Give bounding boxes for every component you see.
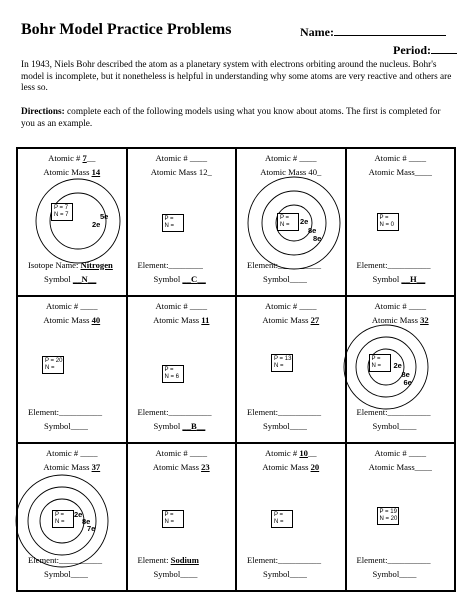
element-name-field[interactable] <box>138 555 199 566</box>
atom-card <box>236 443 346 591</box>
atomic-mass-label: Atomic Mass <box>262 314 311 325</box>
atomic-number-label: Atomic # ____ <box>374 448 427 459</box>
element-name-label: Element:__________ <box>247 555 321 565</box>
symbol-label: Symbol____ <box>263 569 307 579</box>
electron-shells <box>347 297 457 410</box>
electron-count: 8e <box>82 517 91 527</box>
protons: P = <box>371 355 381 362</box>
directions-label: Directions: <box>21 107 65 117</box>
atomic-number-label: Atomic # ____ <box>155 153 208 163</box>
nucleus-box <box>277 213 299 231</box>
neutrons: N = <box>55 519 65 526</box>
electron-count: 8e <box>313 234 322 243</box>
atomic-mass-label: Atomic Mass <box>43 462 92 473</box>
bohr-model-grid <box>16 147 456 592</box>
electron-count: 2e <box>92 220 101 229</box>
atomic-mass-label: Atomic Mass <box>43 167 92 177</box>
symbol-value: __H__ <box>401 273 426 284</box>
element-name-label: Element:__________ <box>137 407 212 418</box>
electron-count: 8e <box>401 369 410 379</box>
symbol-label: Symbol____ <box>44 421 88 432</box>
atomic-number-label: Atomic # <box>48 153 83 163</box>
symbol-field[interactable] <box>44 274 96 285</box>
atomic-number-label: Atomic # ____ <box>374 153 427 163</box>
element-name-field[interactable] <box>247 260 321 271</box>
atomic-number-value: 10 <box>299 448 308 459</box>
element-name-label: Element: <box>137 555 171 565</box>
atom-card <box>17 296 127 444</box>
neutrons: N = <box>274 362 284 369</box>
element-name-label: Element:__________ <box>28 555 102 565</box>
atom-card <box>17 443 127 591</box>
neutrons: N = <box>274 519 284 526</box>
symbol-field[interactable] <box>373 421 417 432</box>
atomic-number <box>18 301 126 312</box>
protons: P = <box>55 512 65 519</box>
symbol-label: Symbol <box>44 273 73 284</box>
symbol-label: Symbol <box>372 273 402 284</box>
nucleus-box <box>42 356 64 374</box>
atomic-mass <box>18 315 126 326</box>
atomic-mass <box>128 462 236 473</box>
nucleus-box <box>377 507 399 525</box>
atomic-mass-value: 20 <box>310 462 320 473</box>
electron-count: 7e <box>87 524 96 534</box>
nucleus-box <box>51 203 73 221</box>
protons: P = 19 <box>379 509 397 516</box>
atomic-mass <box>128 167 236 178</box>
atomic-mass-value: 32 <box>420 314 429 325</box>
atom-card <box>127 443 237 591</box>
element-name-field[interactable] <box>357 555 431 566</box>
atomic-mass <box>128 315 236 326</box>
atomic-number-label: Atomic # ____ <box>155 448 208 459</box>
symbol-label: Symbol____ <box>372 569 417 579</box>
element-name-value: Sodium <box>170 555 199 565</box>
electron-count: 2e <box>74 510 83 520</box>
symbol-field[interactable] <box>263 421 307 432</box>
symbol-label: Symbol____ <box>372 421 417 432</box>
element-name-field[interactable] <box>357 260 431 271</box>
name-label: Name: <box>300 25 334 39</box>
element-name-field[interactable] <box>357 407 431 418</box>
electron-count: 6e <box>403 377 412 387</box>
electron-shells <box>237 149 347 262</box>
protons: P = <box>379 215 389 221</box>
element-name-field[interactable] <box>247 407 321 418</box>
element-name-label: Element:__________ <box>247 407 321 418</box>
period-field[interactable] <box>393 41 457 58</box>
atomic-mass <box>347 462 455 473</box>
symbol-value: __N__ <box>72 273 97 284</box>
electron-shells <box>18 444 128 557</box>
neutrons: N = 0 <box>379 222 395 228</box>
element-name-label: Element:__________ <box>356 259 431 270</box>
element-name-label: Isotope Name: <box>28 259 81 270</box>
symbol-field[interactable] <box>44 421 88 432</box>
protons: P = <box>164 512 174 519</box>
atomic-mass-label: Atomic Mass____ <box>368 462 432 473</box>
period-label: Period: <box>393 43 431 57</box>
element-name-label: Element:__________ <box>356 555 431 565</box>
neutrons: N = <box>371 362 382 369</box>
symbol-field[interactable] <box>44 569 88 580</box>
atomic-number: Atomic # 7__ <box>48 153 96 163</box>
electron-count: 8e <box>308 226 317 235</box>
neutrons: N = 6 <box>164 373 180 380</box>
name-blank[interactable] <box>334 23 446 36</box>
atomic-mass-label: Atomic Mass____ <box>368 167 432 177</box>
symbol-field[interactable] <box>154 569 198 580</box>
atom-card <box>346 148 456 296</box>
atom-card <box>127 296 237 444</box>
electron-count: 2e <box>393 360 402 370</box>
atomic-number-label: Atomic # <box>264 448 300 459</box>
atomic-number-label: Atomic # ____ <box>45 300 98 311</box>
atom-card <box>236 296 346 444</box>
neutrons: N = <box>280 222 290 228</box>
element-name-field[interactable] <box>28 555 102 566</box>
element-name-label: Element:__________ <box>247 259 321 270</box>
atomic-mass-label: Atomic Mass <box>371 314 421 325</box>
atomic-mass-label: Atomic Mass 12_ <box>150 167 212 177</box>
protons: P = <box>164 366 174 373</box>
atom-card <box>346 443 456 591</box>
atomic-number-label: Atomic # ____ <box>374 300 427 311</box>
atomic-mass-value: 14 <box>91 167 101 177</box>
atomic-mass <box>237 315 345 326</box>
protons: P = <box>164 216 174 222</box>
neutrons: N = 7 <box>54 212 69 218</box>
protons: P = 20 <box>45 357 63 364</box>
neutrons: N = 20 <box>379 516 398 523</box>
element-name-field[interactable] <box>28 407 102 418</box>
atomic-number <box>128 153 236 164</box>
atomic-number-value: 7 <box>82 153 87 163</box>
element-name-field[interactable] <box>138 260 203 271</box>
symbol-value: __C__ <box>182 273 206 284</box>
element-name-field[interactable] <box>138 407 212 418</box>
atomic-number <box>128 448 236 459</box>
intro-paragraph: In 1943, Niels Bohr described the atom as a planetary system with electrons orbiting around the nucleus. Bohr's model is incomplete, but it nonetheless is helpful in understanding why some atoms are very reactive and others are less so. <box>21 60 452 93</box>
symbol-label: Symbol____ <box>44 569 88 579</box>
protons: P = 13 <box>274 355 292 362</box>
nucleus-box <box>162 510 184 528</box>
atom-card <box>127 148 237 296</box>
symbol-label: Symbol <box>153 273 183 284</box>
page-title: Bohr Model Practice Problems <box>21 21 232 38</box>
nucleus-box <box>162 365 184 383</box>
symbol-field[interactable] <box>263 569 307 580</box>
symbol-label: Symbol____ <box>263 421 307 432</box>
atomic-number-label: Atomic # ____ <box>264 153 317 163</box>
atom-card <box>236 148 346 296</box>
symbol-field[interactable] <box>154 421 206 432</box>
atomic-mass-label: Atomic Mass 40_ <box>260 167 322 177</box>
neutrons: N = <box>45 364 55 371</box>
atomic-mass-label: Atomic Mass <box>43 314 92 325</box>
protons: P = <box>280 215 290 221</box>
neutrons: N = <box>164 519 175 526</box>
atomic-number-label: Atomic # ____ <box>264 300 317 311</box>
electron-count: 2e <box>300 217 309 226</box>
symbol-field[interactable] <box>373 274 426 285</box>
nucleus-box <box>377 213 399 231</box>
nucleus-box <box>271 510 293 528</box>
element-name-value: Nitrogen <box>80 259 113 270</box>
atomic-mass-value: 11 <box>201 314 210 325</box>
neutrons: N = <box>164 223 175 229</box>
symbol-label: Symbol____ <box>153 569 198 579</box>
atomic-mass-value: 27 <box>310 314 320 325</box>
name-field[interactable] <box>300 23 446 40</box>
atomic-number <box>347 448 455 459</box>
symbol-field[interactable] <box>263 274 307 285</box>
atomic-mass-value: 37 <box>91 462 101 473</box>
nucleus-box <box>162 214 184 232</box>
element-name-field[interactable] <box>247 555 321 566</box>
element-name-label: Element:________ <box>137 259 203 270</box>
atomic-number <box>237 301 345 312</box>
period-blank[interactable] <box>431 41 457 54</box>
atomic-mass <box>347 167 455 178</box>
atomic-mass-label: Atomic Mass <box>152 462 202 473</box>
atomic-mass-value: 23 <box>201 462 210 473</box>
atomic-mass-label: Atomic Mass <box>262 462 311 473</box>
electron-count: 5e <box>100 212 109 221</box>
element-name-field[interactable] <box>28 260 113 271</box>
atom-card <box>346 296 456 444</box>
atom-card <box>17 148 127 296</box>
atomic-number-label: Atomic # ____ <box>155 300 208 311</box>
nucleus-box <box>52 510 74 528</box>
directions-text: complete each of the following models using what you know about atoms. The first is completed for you as an example. <box>21 107 441 129</box>
symbol-label: Symbol____ <box>263 273 307 284</box>
atomic-number-label: Atomic # ____ <box>45 448 98 459</box>
nucleus-box <box>271 354 293 372</box>
element-name-label: Element:__________ <box>356 407 431 418</box>
protons: P = <box>274 512 284 519</box>
atomic-mass-label: Atomic Mass <box>153 314 202 325</box>
symbol-label: Symbol <box>153 421 183 432</box>
directions-paragraph <box>21 107 453 130</box>
atomic-number: Atomic # 10__ <box>264 448 317 459</box>
atomic-number <box>347 153 455 164</box>
symbol-value: __B__ <box>182 421 206 432</box>
atomic-mass <box>237 462 345 473</box>
protons: P = 7 <box>54 205 69 211</box>
nucleus-box <box>369 354 391 372</box>
symbol-field[interactable] <box>373 569 417 580</box>
atomic-number <box>128 301 236 312</box>
symbol-field[interactable] <box>154 274 206 285</box>
element-name-label: Element:__________ <box>28 407 102 418</box>
atomic-mass-value: 40 <box>91 314 101 325</box>
electron-shells <box>18 149 128 262</box>
